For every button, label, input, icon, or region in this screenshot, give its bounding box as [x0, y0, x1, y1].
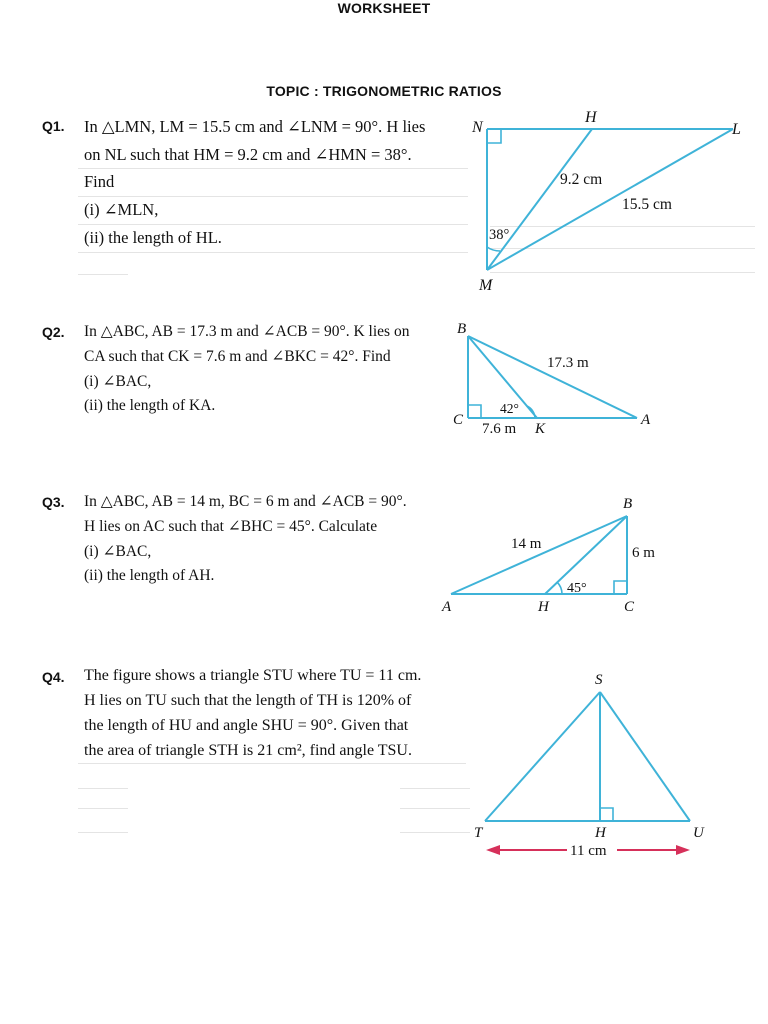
- length-label: 9.2 cm: [560, 171, 603, 188]
- worksheet-topic: TOPIC : TRIGONOMETRIC RATIOS: [266, 83, 502, 99]
- vertex-label: U: [693, 825, 704, 841]
- vertex-label: H: [585, 109, 597, 126]
- question-number: Q1.: [42, 118, 65, 134]
- question-part: (i) ∠BAC,: [84, 373, 152, 390]
- question-text-line: Find: [84, 172, 115, 191]
- vertex-label: A: [641, 412, 651, 428]
- question-text-line: H lies on AC such that ∠BHC = 45°. Calculate: [84, 518, 378, 535]
- question-text-line: In △ABC, AB = 14 m, BC = 6 m and ∠ACB = 90°.: [84, 493, 407, 510]
- question-text-line: The figure shows a triangle STU where TU = 11 cm.: [84, 667, 422, 684]
- length-label: 6 m: [632, 545, 655, 561]
- question-number: Q2.: [42, 324, 65, 340]
- length-label: 7.6 m: [482, 421, 517, 437]
- line-SU: [600, 692, 690, 821]
- vertex-label: K: [535, 421, 546, 437]
- question-number: Q4.: [42, 669, 65, 685]
- question-text-line: on NL such that HM = 9.2 cm and ∠HMN = 38°.: [84, 145, 412, 164]
- length-label: 17.3 m: [547, 355, 589, 371]
- question-text-line: In △ABC, AB = 17.3 m and ∠ACB = 90°. K lies on: [84, 323, 410, 340]
- question-text-line: In △LMN, LM = 15.5 cm and ∠LNM = 90°. H lies: [84, 117, 426, 136]
- vertex-label: C: [624, 599, 635, 615]
- question-part: (i) ∠MLN,: [84, 200, 159, 219]
- right-angle-mark: [600, 808, 613, 821]
- question-text-line: H lies on TU such that the length of TH is 120% of: [84, 692, 412, 709]
- length-label: 14 m: [511, 536, 542, 552]
- vertex-label: S: [595, 672, 603, 688]
- vertex-label: A: [442, 599, 452, 615]
- vertex-label: N: [472, 119, 483, 136]
- question-number: Q3.: [42, 494, 65, 510]
- vertex-label: T: [474, 825, 483, 841]
- vertex-label: H: [595, 825, 606, 841]
- angle-label: 45°: [567, 581, 587, 596]
- angle-label: 38°: [489, 227, 510, 243]
- angle-label: 42°: [500, 401, 519, 416]
- vertex-label: C: [453, 412, 464, 428]
- vertex-label: L: [732, 121, 741, 138]
- question-text-line: the length of HU and angle SHU = 90°. Given that: [84, 717, 409, 734]
- vertex-label: B: [457, 321, 467, 337]
- question-part: (ii) the length of KA.: [84, 397, 216, 414]
- question-text-line: the area of triangle STH is 21 cm², find angle TSU.: [84, 742, 412, 759]
- question-part: (i) ∠BAC,: [84, 543, 152, 560]
- length-label: 15.5 cm: [622, 196, 672, 213]
- vertex-label: B: [623, 496, 633, 512]
- question-text-line: CA such that CK = 7.6 m and ∠BKC = 42°. Find: [84, 348, 391, 365]
- vertex-label: H: [538, 599, 549, 615]
- length-label: 11 cm: [570, 843, 607, 859]
- line-TS: [485, 692, 600, 821]
- worksheet-title: WORKSHEET: [337, 0, 431, 16]
- question-part: (ii) the length of AH.: [84, 567, 215, 584]
- vertex-label: M: [479, 277, 493, 294]
- question-part: (ii) the length of HL.: [84, 228, 222, 247]
